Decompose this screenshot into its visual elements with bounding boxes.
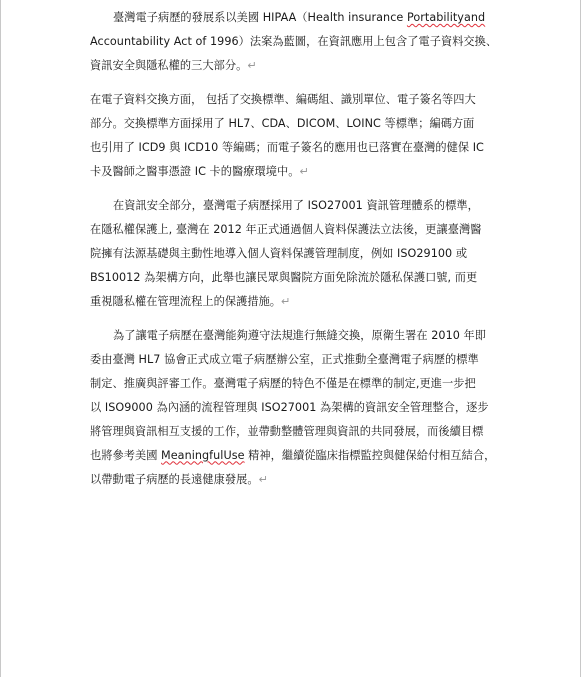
text-line — [90, 444, 500, 468]
text-run: 院擁有法源基礎與主動性地導入個人資料保護管理制度，例如 ISO29100 或 — [90, 247, 468, 261]
text-run: 為了讓電子病歷在臺灣能夠遵守法規進行無縫交換，原衛生署在 2010 年即 — [113, 329, 487, 343]
text-run: Accountability Act of 1996）法案為藍圖，在資訊應用上包含了電子資料交換、 — [90, 34, 498, 48]
text-line — [90, 290, 500, 314]
paragraph-gap — [90, 184, 500, 195]
text-line — [90, 30, 500, 54]
text-line — [90, 6, 500, 30]
text-run: 制定、推廣與評審工作。臺灣電子病歷的特色不僅是在標準的制定,更進一步把 — [90, 376, 476, 390]
text-run: 精神，繼續從臨床指標監控與健保給付相互結合， — [244, 448, 496, 462]
text-line — [90, 136, 500, 160]
text-run: 在隱私權保護上, 臺灣在 2012 年正式通過個人資料保護法立法後，更讓臺灣醫 — [90, 223, 482, 237]
document-body[interactable] — [90, 6, 500, 491]
paragraph — [90, 194, 500, 313]
text-run: 將管理與資訊相互支援的工作，並帶動整體管理與資訊的共同發展，而後續目標 — [90, 424, 484, 438]
text-run: 也引用了 ICD9 與 ICD10 等編碼；而電子簽名的應用也已落實在臺灣的健保 IC — [90, 140, 484, 154]
text-line — [90, 324, 500, 348]
text-run: 以帶動電子病歷的長遠健康發展。 — [90, 472, 259, 486]
text-line — [90, 266, 500, 290]
paragraph — [90, 88, 500, 184]
text-line — [90, 88, 500, 112]
spelling-flagged-word: MeaningfulUse — [161, 448, 245, 462]
text-run: 卡及醫師之醫事憑證 IC 卡的醫療環境中。 — [90, 164, 300, 178]
paragraph-mark-icon: ↵ — [299, 164, 309, 178]
paragraph-mark-icon: ↵ — [281, 294, 291, 308]
text-run: 部分。交換標準方面採用了 HL7、CDA、DICOM、LOINC 等標準；編碼方面 — [90, 117, 475, 131]
spelling-flagged-word: Portabilityand — [406, 11, 486, 24]
text-line — [90, 372, 500, 396]
paragraph-mark-icon: ↵ — [247, 58, 257, 72]
text-run: 在資訊安全部分，臺灣電子病歷採用了 ISO27001 資訊管理體系的標準， — [113, 199, 479, 213]
paragraph — [90, 6, 500, 78]
text-line — [90, 160, 500, 184]
text-run: 委由臺灣 HL7 協會正式成立電子病歷辦公室，正式推動全臺灣電子病歷的標準 — [90, 353, 479, 367]
paragraph — [90, 324, 500, 491]
text-line — [90, 194, 500, 218]
paragraph-mark-icon: ↵ — [258, 472, 269, 486]
text-run: 資訊安全與隱私權的三大部分。 — [90, 58, 248, 72]
text-line — [90, 468, 500, 492]
text-run: 以 ISO9000 為內涵的流程管理與 ISO27001 為架構的資訊安全管理整合，逐步 — [90, 400, 489, 414]
text-line — [90, 54, 500, 78]
text-run: BS10012 為架構方向，此舉也讓民眾與醫院方面免除流於隱私保護口號, 而更 — [90, 270, 478, 284]
paragraph-gap — [90, 78, 500, 89]
text-line — [90, 242, 500, 266]
text-line — [90, 420, 500, 444]
paragraph-gap — [90, 314, 500, 325]
text-line — [90, 112, 500, 136]
text-line — [90, 348, 500, 372]
text-run: 在電子資料交換方面， 包括了交換標準、編碼組、識別單位、電子簽名等四大 — [90, 93, 476, 107]
text-line — [90, 396, 500, 420]
text-run: 也將參考美國 — [90, 448, 162, 462]
text-run: 臺灣電子病歷的發展系以美國 HIPAA（Health insurance — [113, 11, 407, 24]
text-run: 重視隱私權在管理流程上的保護措施。 — [90, 294, 282, 308]
text-line — [90, 218, 500, 242]
